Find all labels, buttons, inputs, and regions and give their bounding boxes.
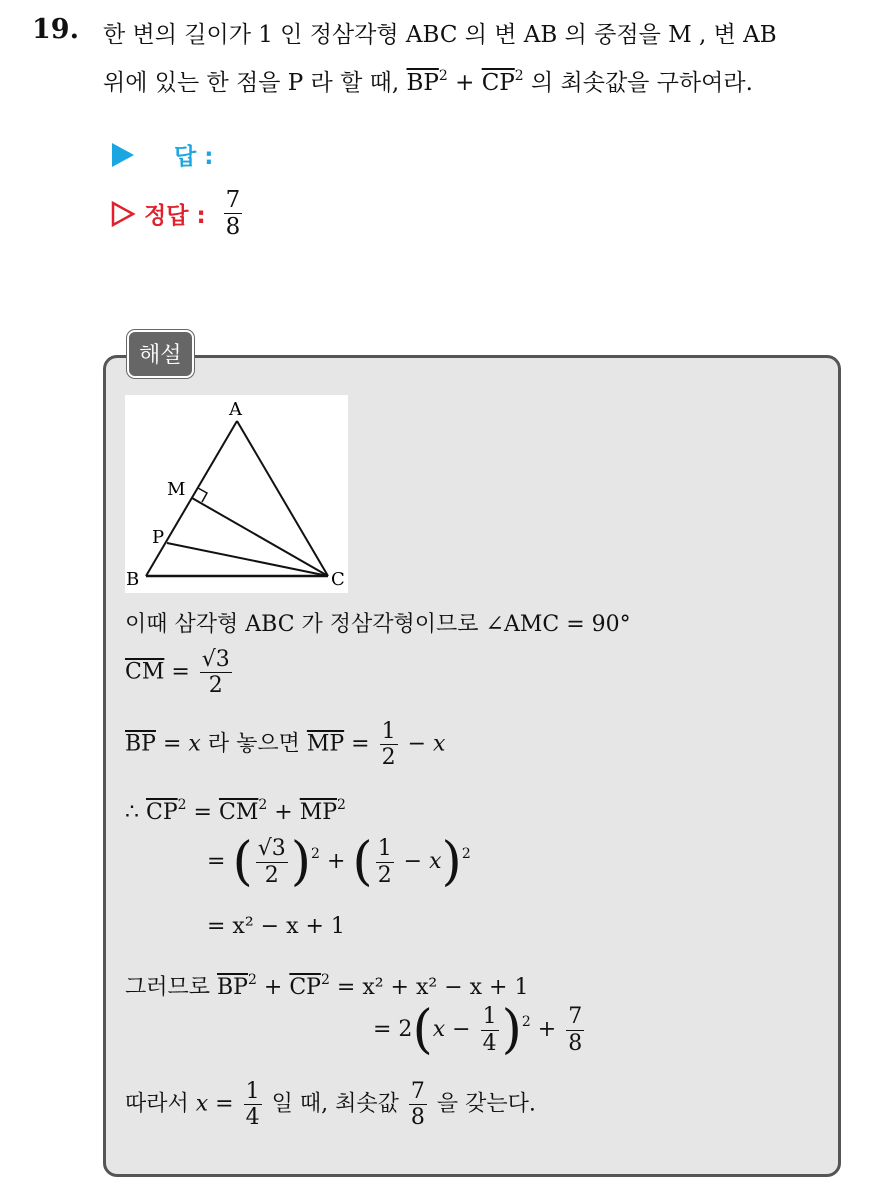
- variable-x: x: [432, 1017, 446, 1042]
- minus: −: [400, 731, 434, 757]
- question-text-pre: 위에 있는 한 점을 P 라 할 때,: [103, 70, 407, 96]
- exponent: 2: [514, 68, 524, 84]
- equals: =: [344, 731, 377, 757]
- question-text-line2: [103, 64, 753, 97]
- exponent: 2: [177, 797, 187, 813]
- question-text-post: 의 최솟값을 구하여라.: [523, 70, 753, 96]
- equals: =: [208, 1091, 241, 1117]
- equals: =: [186, 800, 219, 825]
- expression: = x² + x² − x + 1: [329, 975, 529, 1000]
- fraction: [376, 837, 394, 886]
- variable-x: x: [429, 849, 442, 874]
- segment-cp: $\overline{CP}$: [146, 800, 178, 825]
- exponent: 2: [258, 797, 268, 813]
- fraction-numerator: 1: [245, 1079, 260, 1104]
- fraction-denominator: 8: [225, 214, 241, 241]
- fraction: [566, 1005, 584, 1054]
- text: 일 때, 최솟값: [264, 1091, 406, 1117]
- paren-open: (: [232, 832, 253, 892]
- variable-x: x: [433, 731, 446, 757]
- segment-mp: $\overline{MP}$: [299, 800, 338, 825]
- text: 라 놓으면: [200, 731, 307, 757]
- fraction: [409, 1080, 427, 1129]
- minus: −: [396, 849, 430, 874]
- solution-line-sum: [125, 970, 528, 1001]
- fraction: [256, 837, 288, 886]
- outline-triangle-icon: [110, 200, 136, 228]
- segment-bp: $\overline{BP}$: [217, 975, 248, 1000]
- fraction-numerator: 7: [410, 1079, 425, 1104]
- triangle-figure: [125, 395, 348, 593]
- label-p: P: [152, 527, 165, 548]
- variable-x: x: [188, 731, 201, 757]
- fraction-numerator: √3: [201, 647, 230, 672]
- fraction-denominator: 8: [568, 1030, 583, 1056]
- question-number: 19.: [32, 14, 79, 45]
- exponent: 2: [320, 972, 330, 988]
- plus: +: [319, 849, 353, 874]
- segment-bp: $\overline{BP}$: [125, 731, 156, 757]
- segment-cm: $\overline{CM}$: [218, 800, 259, 825]
- paren-open: (: [412, 1000, 433, 1060]
- variable-x: x: [195, 1091, 209, 1117]
- fraction-numerator: √3: [257, 836, 286, 862]
- solution-line-substitution: [207, 832, 471, 892]
- text: 그러므로: [125, 975, 218, 1000]
- text: = 2: [373, 1017, 413, 1042]
- fraction-numerator: 1: [381, 719, 396, 744]
- plus: +: [530, 1017, 564, 1042]
- play-triangle-icon: [110, 141, 136, 169]
- fraction: [244, 1080, 262, 1129]
- solution-line-conclusion: [125, 1080, 536, 1129]
- equals: =: [164, 659, 197, 685]
- paren-close: ): [501, 1000, 522, 1060]
- paren-open: (: [352, 832, 373, 892]
- solution-line-simplified: = x² − x + 1: [207, 914, 345, 939]
- fraction: [200, 648, 232, 697]
- label-c: C: [331, 569, 345, 590]
- segment-cp: $\overline{CP}$: [289, 975, 321, 1000]
- fraction-denominator: 2: [381, 745, 396, 771]
- exponent: 2: [461, 846, 471, 862]
- fraction-numerator: 1: [377, 836, 392, 862]
- plus-sign: +: [447, 70, 482, 96]
- answer-label: 답 :: [174, 144, 214, 170]
- solution-line-cm: [125, 648, 235, 697]
- fraction-numerator: 7: [568, 1004, 583, 1030]
- plus: +: [267, 800, 300, 825]
- therefore-sign: ∴: [125, 800, 146, 825]
- segment-cp: $\overline{CP}$: [481, 70, 515, 96]
- text: 따라서: [125, 1091, 196, 1117]
- segment-mp: $\overline{MP}$: [306, 731, 345, 757]
- exponent: 2: [521, 1014, 531, 1030]
- equals: =: [207, 849, 233, 874]
- paren-close: ): [290, 832, 312, 892]
- exponent: 2: [311, 846, 320, 862]
- equals: =: [155, 731, 189, 757]
- plus: +: [256, 975, 290, 1000]
- text: 을 갖는다.: [429, 1091, 536, 1117]
- solution-line-bp: [125, 720, 445, 769]
- fraction-denominator: 4: [482, 1030, 497, 1056]
- exponent: 2: [248, 972, 257, 988]
- fraction-denominator: 4: [245, 1105, 260, 1131]
- answer-row: [110, 138, 213, 171]
- fraction-numerator: 1: [482, 1004, 497, 1030]
- solution-line-pythagoras: [125, 797, 346, 825]
- question-text-line1: 한 변의 길이가 1 인 정삼각형 ABC 의 변 AB 의 중점을 M , 변 AB: [103, 22, 777, 48]
- paren-close: ): [441, 832, 462, 892]
- exponent: 2: [438, 68, 448, 84]
- correct-answer-label: 정답 :: [144, 203, 206, 230]
- segment-cm: $\overline{CM}$: [125, 659, 165, 685]
- fraction-denominator: 2: [377, 862, 392, 888]
- minus: −: [445, 1017, 478, 1042]
- fraction-denominator: 8: [410, 1105, 425, 1131]
- fraction-denominator: 2: [208, 673, 223, 699]
- solution-line-angle: 이때 삼각형 ABC 가 정삼각형이므로 ∠AMC = 90°: [125, 612, 631, 637]
- fraction: [380, 720, 398, 769]
- solution-line-completed-square: [373, 1000, 587, 1060]
- fraction: [481, 1005, 499, 1054]
- label-b: B: [126, 569, 140, 590]
- solution-tag: 해설: [127, 330, 194, 378]
- fraction-numerator: 7: [225, 187, 241, 213]
- correct-answer-row: [110, 188, 245, 239]
- fraction-denominator: 2: [264, 862, 279, 888]
- exponent: 2: [337, 797, 346, 813]
- segment-bp: $\overline{BP}$: [406, 70, 439, 96]
- label-a: A: [229, 399, 242, 420]
- label-m: M: [167, 479, 186, 500]
- correct-answer-fraction: [224, 188, 243, 239]
